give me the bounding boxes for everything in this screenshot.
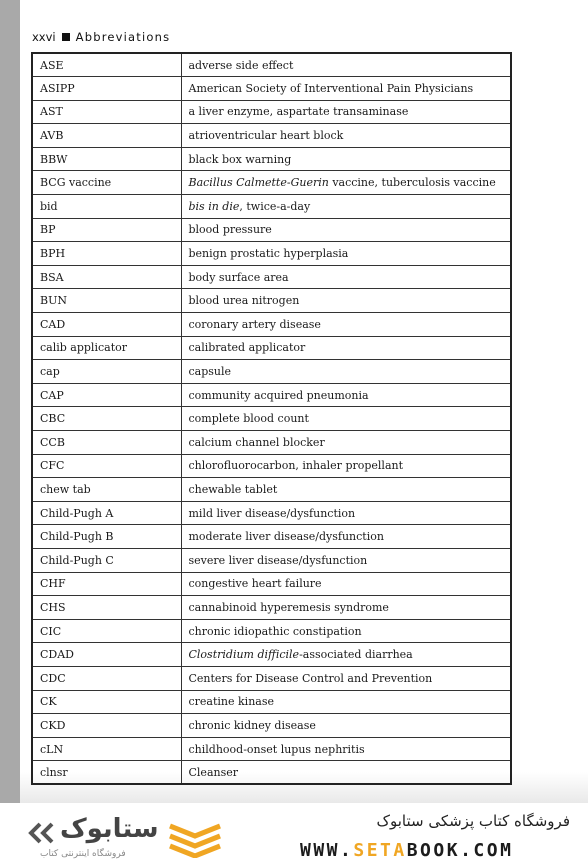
abbreviation-definition: creatine kinase (181, 690, 511, 714)
table-row (32, 147, 511, 171)
abbreviation-term: CKD (32, 714, 181, 738)
table-row (32, 572, 511, 596)
table-row (32, 454, 511, 478)
definition-italic-part: Bacillus Calmette-Guerin (188, 176, 329, 190)
definition-rest: -associated diarrhea (299, 648, 413, 662)
table-row (32, 313, 511, 337)
abbreviation-term: CDAD (32, 643, 181, 667)
abbreviation-term: BPH (32, 242, 181, 266)
table-row (32, 501, 511, 525)
abbreviation-term: bid (32, 195, 181, 219)
abbreviation-term: ASIPP (32, 77, 181, 101)
abbreviation-term: CIC (32, 619, 181, 643)
shop-name: فروشگاه کتاب پزشکی ستابوک (376, 812, 570, 830)
abbreviation-definition: Centers for Disease Control and Prevention (181, 666, 511, 690)
abbreviation-term: CK (32, 690, 181, 714)
table-row (32, 100, 511, 124)
abbreviation-definition: complete blood count (181, 407, 511, 431)
double-chevron-left-icon (28, 822, 58, 844)
abbreviation-definition: adverse side effect (181, 53, 511, 77)
abbreviation-definition: cannabinoid hyperemesis syndrome (181, 596, 511, 620)
table-row (32, 596, 511, 620)
table-row (32, 265, 511, 289)
running-head (32, 30, 170, 44)
table-row (32, 289, 511, 313)
abbreviation-definition: mild liver disease/dysfunction (181, 501, 511, 525)
abbreviation-term: cap (32, 360, 181, 384)
abbreviation-definition: childhood-onset lupus nephritis (181, 737, 511, 761)
abbreviation-definition: calcium channel blocker (181, 431, 511, 455)
abbreviation-term: CAD (32, 313, 181, 337)
abbreviation-term: CAP (32, 383, 181, 407)
abbreviation-term: Child-Pugh B (32, 525, 181, 549)
table-row (32, 383, 511, 407)
url-suffix: BOOK.COM (406, 840, 514, 861)
abbreviation-definition: severe liver disease/dysfunction (181, 548, 511, 572)
abbreviation-definition: a liver enzyme, aspartate transaminase (181, 100, 511, 124)
abbreviation-term: CDC (32, 666, 181, 690)
abbreviation-definition: atrioventricular heart block (181, 124, 511, 148)
abbreviation-term: chew tab (32, 478, 181, 502)
abbreviation-definition: congestive heart failure (181, 572, 511, 596)
abbreviations-table (31, 52, 512, 785)
definition-rest: , twice-a-day (239, 199, 311, 213)
abbreviation-term: CCB (32, 431, 181, 455)
shop-url[interactable] (300, 840, 513, 861)
abbreviation-term: CHS (32, 596, 181, 620)
abbreviation-definition: chewable tablet (181, 478, 511, 502)
abbreviation-term: Child-Pugh C (32, 548, 181, 572)
abbreviation-definition: community acquired pneumonia (181, 383, 511, 407)
abbreviation-definition: black box warning (181, 147, 511, 171)
table-row (32, 171, 511, 195)
abbreviation-term: CHF (32, 572, 181, 596)
abbreviation-definition (181, 171, 511, 195)
abbreviation-definition: coronary artery disease (181, 313, 511, 337)
abbreviation-definition: blood urea nitrogen (181, 289, 511, 313)
table-row (32, 407, 511, 431)
table-row (32, 548, 511, 572)
abbreviation-term: Child-Pugh A (32, 501, 181, 525)
abbreviation-term: AVB (32, 124, 181, 148)
table-row (32, 714, 511, 738)
table-row (32, 737, 511, 761)
abbreviation-definition: capsule (181, 360, 511, 384)
abbreviation-definition: moderate liver disease/dysfunction (181, 525, 511, 549)
page-gutter-shadow (0, 0, 20, 803)
abbreviation-definition: body surface area (181, 265, 511, 289)
abbreviation-term: clnsr (32, 761, 181, 785)
abbreviation-definition (181, 195, 511, 219)
table-row (32, 218, 511, 242)
table-row (32, 666, 511, 690)
table-row (32, 619, 511, 643)
table-row (32, 431, 511, 455)
logo-subtitle: فروشگاه اینترنتی کتاب (40, 849, 126, 859)
table-row (32, 690, 511, 714)
abbreviation-definition: chronic idiopathic constipation (181, 619, 511, 643)
table-row (32, 53, 511, 77)
abbreviation-definition: chlorofluorocarbon, inhaler propellant (181, 454, 511, 478)
abbreviation-term: calib applicator (32, 336, 181, 360)
definition-italic-part: Clostridium difficile (188, 648, 300, 662)
abbreviation-definition: calibrated applicator (181, 336, 511, 360)
abbreviation-definition (181, 643, 511, 667)
logo-wordmark: ستابوک (60, 814, 159, 844)
definition-rest: vaccine, tuberculosis vaccine (328, 176, 496, 190)
section-title: Abbreviations (75, 30, 171, 44)
abbreviation-term: BSA (32, 265, 181, 289)
table-row (32, 478, 511, 502)
table-row (32, 525, 511, 549)
abbreviations-table-body (32, 53, 511, 784)
abbreviation-term: CBC (32, 407, 181, 431)
abbreviation-term: AST (32, 100, 181, 124)
abbreviation-term: BP (32, 218, 181, 242)
abbreviation-definition: chronic kidney disease (181, 714, 511, 738)
abbreviation-term: BBW (32, 147, 181, 171)
abbreviation-term: CFC (32, 454, 181, 478)
table-row (32, 761, 511, 785)
table-row (32, 77, 511, 101)
page-number: xxvi (32, 30, 56, 44)
url-accent: SETA (353, 840, 407, 861)
table-row (32, 643, 511, 667)
abbreviation-definition: Cleanser (181, 761, 511, 785)
abbreviation-definition: blood pressure (181, 218, 511, 242)
abbreviation-definition: benign prostatic hyperplasia (181, 242, 511, 266)
abbreviation-term: ASE (32, 53, 181, 77)
abbreviation-definition: American Society of Interventional Pain Physicians (181, 77, 511, 101)
abbreviation-term: BUN (32, 289, 181, 313)
filled-square-icon (62, 33, 70, 41)
table-row (32, 336, 511, 360)
stacked-books-icon (166, 820, 224, 858)
abbreviation-term: cLN (32, 737, 181, 761)
table-row (32, 124, 511, 148)
table-row (32, 195, 511, 219)
table-row (32, 242, 511, 266)
definition-italic-part: bis in die (188, 199, 240, 213)
table-row (32, 360, 511, 384)
abbreviation-term: BCG vaccine (32, 171, 181, 195)
url-prefix: WWW. (300, 840, 354, 861)
